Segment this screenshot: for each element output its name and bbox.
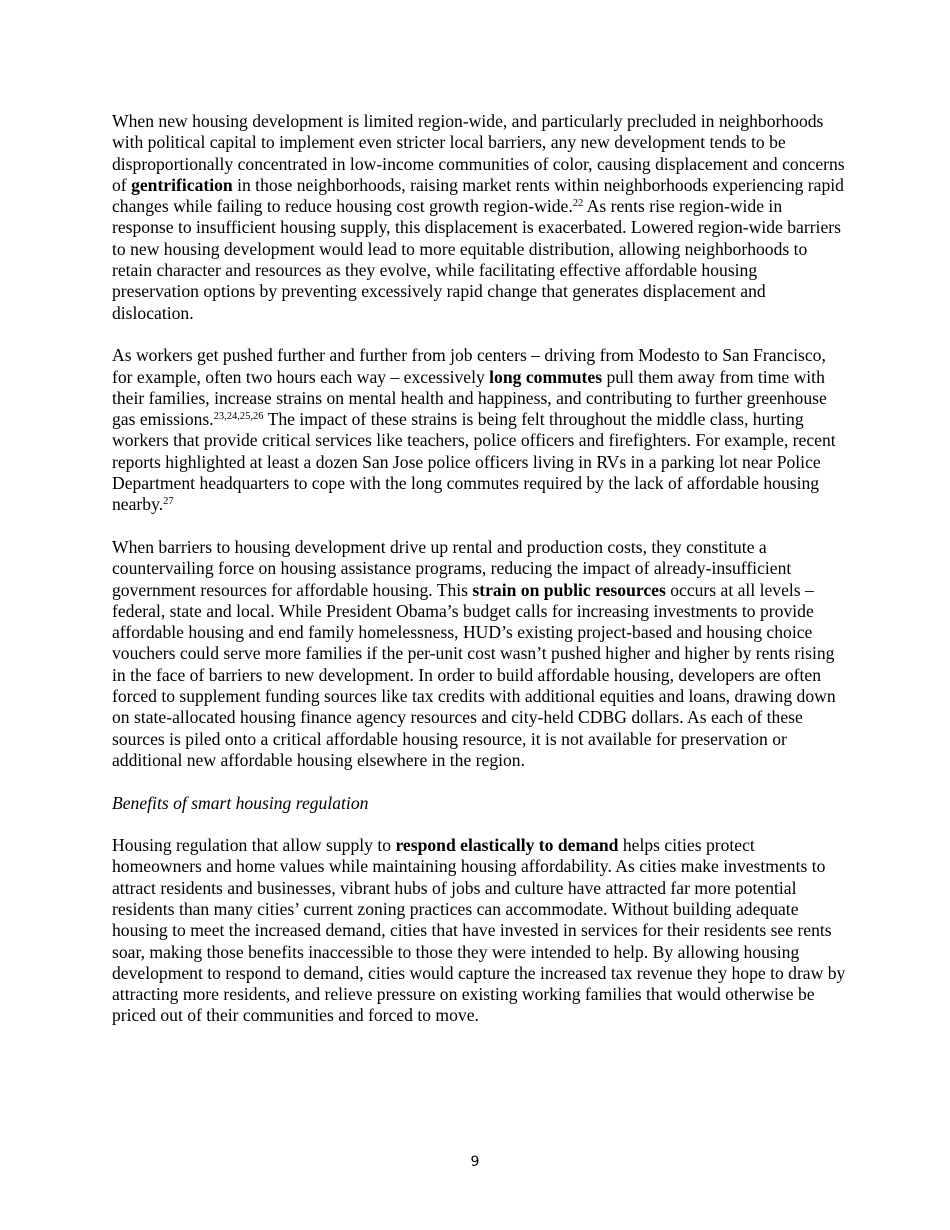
paragraph-gentrification: When new housing development is limited region-wide, and particularly precluded in neighborhoods with political capital to implement even stricter local barriers, any new development tends to be disproportionally concentrated in low-income communities of color, causing displacement and concerns of gentrification in those neighborhoods, raising market rents within neighborhoods experiencing rapid changes while failing to reduce housing cost growth region-wide.$^{22}$ As rents rise region-wide in response to insufficient housing supply, this displacement is exacerbated. Lowered region-wide barriers to new housing development would lead to more equitable distribution, allowing neighborhoods to retain character and resources as they evolve, while facilitating effective affordable housing preservation options by preventing excessively rapid change that generates displacement and dislocation. — [112, 111, 845, 323]
section-heading: Benefits of smart housing regulation — [112, 792, 369, 813]
term-long-commutes: long commutes — [489, 366, 603, 387]
paragraph-long-commutes: As workers get pushed further and further from job centers – driving from Modesto to San Francisco, for example, often two hours each way – excessively long commutes pull them away from time with their families, increase strains on mental health and happiness, and contributing to further greenhouse gas emissions.$^{23,24,25,26}$ The impact of these strains is being felt throughout the middle class, hurting workers that provide critical services like teachers, police officers and firefighters. For example, recent reports highlighted at least a dozen San Jose police officers living in RVs in a parking lot near Police Department headquarters to cope with the long commutes required by the lack of affordable housing nearby.$^{27}$ — [112, 345, 836, 515]
term-respond-elastically: respond elastically to demand — [395, 835, 619, 856]
page-number: 9 — [470, 1154, 480, 1170]
document-body — [112, 111, 848, 1048]
footnote-ref-27[interactable]: 27 — [163, 496, 174, 508]
paragraph-public-resources: When barriers to housing development drive up rental and production costs, they constitute a countervailing force on housing assistance programs, reducing the impact of already-insufficient government resources for affordable housing. This strain on public resources occurs at all levels – federal, state and local. While President Obama’s budget calls for increasing investments to provide affordable housing and end family homelessness, HUD’s existing project-based and housing choice vouchers could serve more families if the per-unit cost wasn’t pushed higher and higher by rents rising in the face of barriers to new development. In order to build affordable housing, developers are often forced to supplement funding sources like tax credits with additional equities and loans, drawing down on state-allocated housing finance agency resources and city-held CDBG dollars. As each of these sources is piled onto a critical affordable housing resource, it is not available for preservation or additional new affordable housing elsewhere in the region. — [112, 536, 836, 770]
footnote-ref-23-26[interactable]: 23,24,25,26 — [213, 411, 264, 423]
term-strain-on-public-resources: strain on public resources — [472, 579, 666, 600]
term-gentrification: gentrification — [131, 174, 233, 195]
paragraph-smart-regulation: Housing regulation that allow supply to respond elastically to demand helps cities protect homeowners and home values while maintaining housing affordability. As cities make investments to attract residents and businesses, vibrant hubs of jobs and culture have attracted far more potential residents than many cities’ current zoning practices can accommodate. Without building adequate housing to meet the increased demand, cities that have invested in services for their residents see rents soar, making those benefits inaccessible to those they were intended to help. By allowing housing development to respond to demand, cities would capture the increased tax revenue they hope to draw by attracting more residents, and relieve pressure on existing working families that would otherwise be priced out of their communities and forced to move. — [112, 835, 846, 1026]
footnote-ref-22[interactable]: 22 — [572, 198, 584, 210]
